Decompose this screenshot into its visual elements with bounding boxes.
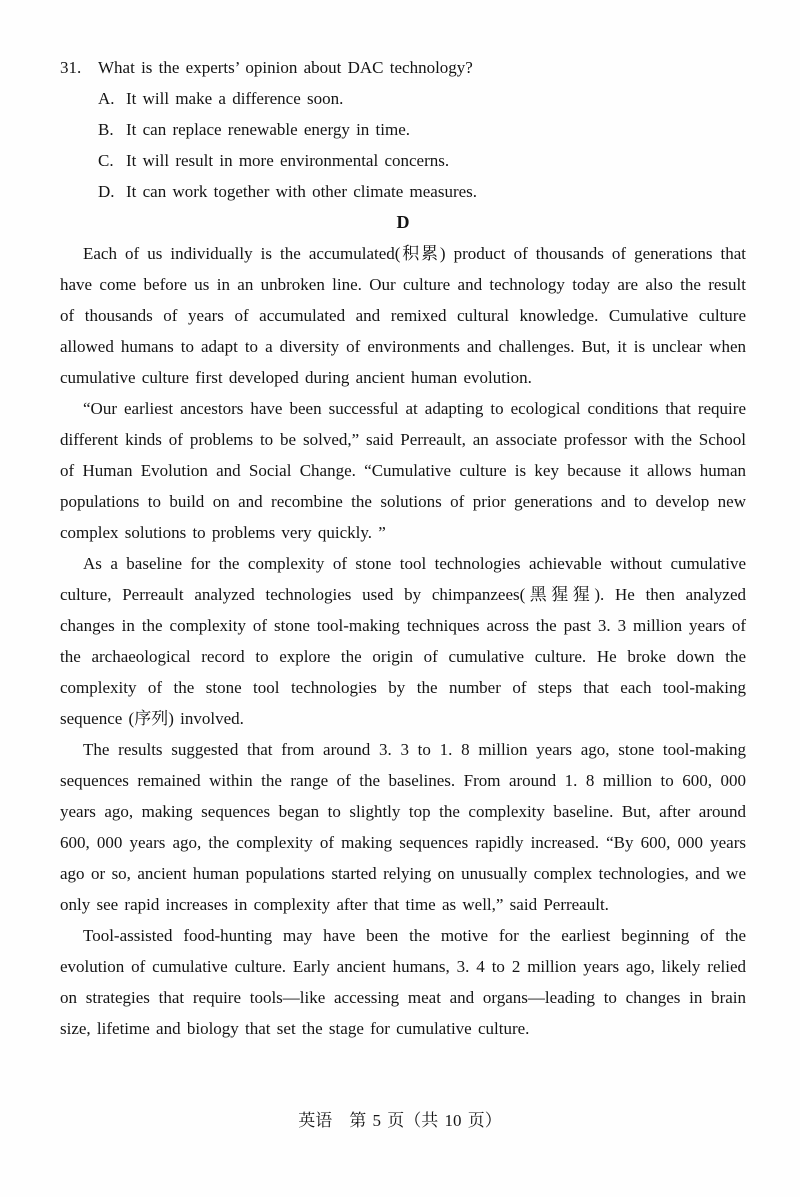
option-a: [98, 83, 746, 114]
passage-paragraph-1: Each of us individually is the accumulated(积累) product of thousands of generations that have come before us in an unbroken line. Our culture and technology today are also the result of thousands of years of accumulated and remixed cultural knowledge. Cumulative culture allowed humans to adapt to a diversity of environments and challenges. But, it is unclear when cumulative culture first developed during ancient human evolution.: [60, 244, 746, 387]
option-b: [98, 114, 746, 145]
passage-paragraph-3: As a baseline for the complexity of stone tool technologies achievable without cumulative culture, Perreault analyzed technologies used by chimpanzees(黑猩猩). He then analyzed changes in the complexity of stone tool-making techniques across the past 3. 3 million years of the archaeological record to explore the origin of cumulative culture. He broke down the complexity of the stone tool technologies by the number of steps that each tool-making sequence (序列) involved.: [60, 554, 746, 728]
option-b-text: It can replace renewable energy in time.: [126, 120, 411, 139]
option-d-text: It can work together with other climate measures.: [126, 182, 478, 201]
option-c-text: It will result in more environmental concerns.: [126, 151, 450, 170]
passage-paragraph-2: “Our earliest ancestors have been successful at adapting to ecological conditions that require different kinds of problems to be solved,” said Perreault, an associate professor with the School of Human Evolution and Social Change. “Cumulative culture is key because it allows human populations to build on and recombine the solutions of prior generations and to develop new complex solutions to problems very quickly. ”: [60, 399, 746, 542]
page-content: [60, 52, 746, 1044]
option-c-label: C.: [98, 151, 114, 170]
page-footer: 英语 第 5 页（共 10 页）: [298, 1111, 502, 1130]
option-d-label: D.: [98, 182, 115, 201]
question-text: What is the experts’ opinion about DAC technology?: [98, 58, 473, 77]
passage-paragraph-4: The results suggested that from around 3. 3 to 1. 8 million years ago, stone tool-making sequences remained within the range of the baselines. From around 1. 8 million to 600, 000 years ago, making sequences began to slightly top the complexity baseline. But, after around 600, 000 years ago, the complexity of making sequences rapidly increased. “By 600, 000 years ago or so, ancient human populations started relying on unusually complex technologies, and we only see rapid increases in complexity after that time as well,” said Perreault.: [60, 740, 746, 914]
passage-paragraph-5: Tool-assisted food-hunting may have been the motive for the earliest beginning of the evolution of cumulative culture. Early ancient humans, 3. 4 to 2 million years ago, likely relied on strategies that require tools—like accessing meat and organs—leading to changes in brain size, lifetime and biology that set the stage for cumulative culture.: [60, 926, 746, 1038]
option-a-text: It will make a difference soon.: [126, 89, 344, 108]
option-a-label: A.: [98, 89, 115, 108]
option-d: [98, 176, 746, 207]
option-b-label: B.: [98, 120, 114, 139]
question-31: [60, 52, 746, 83]
question-number: 31.: [60, 58, 82, 77]
passage-section-heading: D: [396, 212, 410, 232]
option-c: [98, 145, 746, 176]
